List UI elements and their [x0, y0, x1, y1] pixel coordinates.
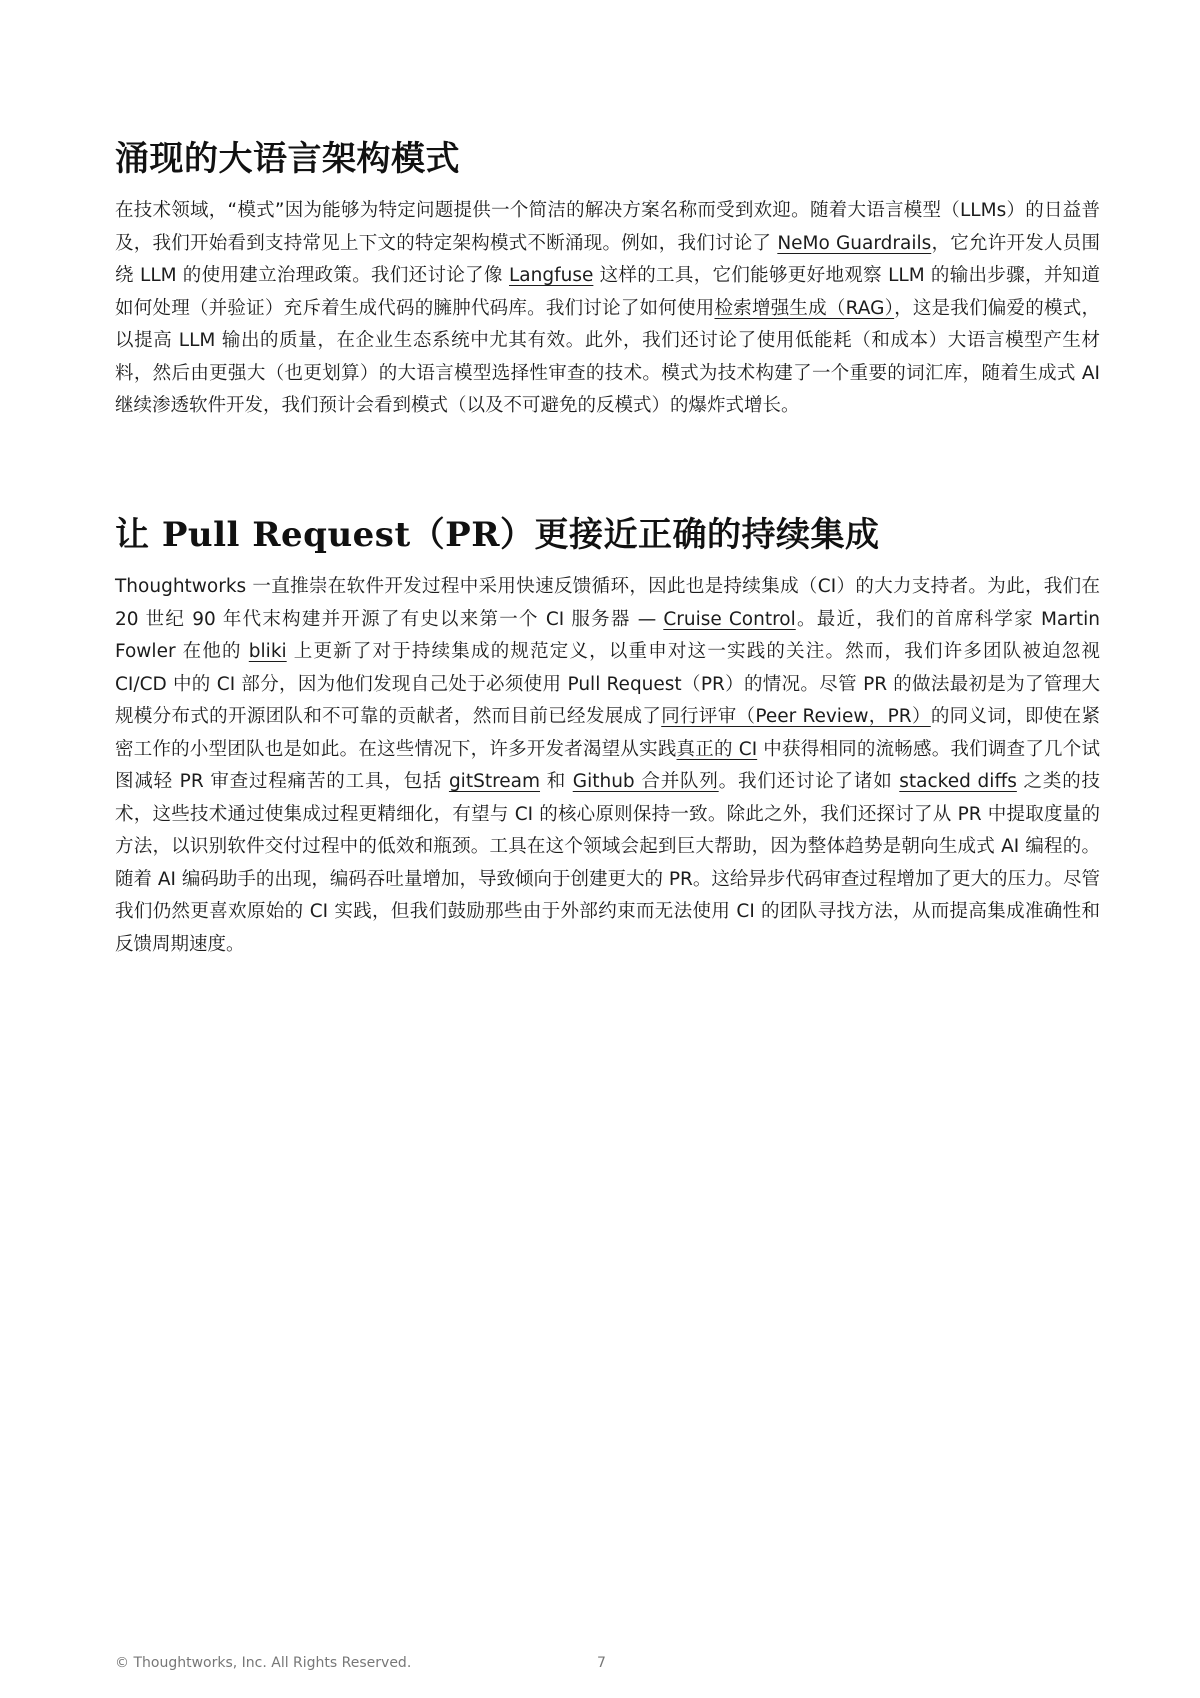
page-number: 7 — [597, 1655, 606, 1671]
footer-copyright: © Thoughtworks, Inc. All Rights Reserved. — [115, 1655, 412, 1671]
paragraph-text: 这样的工具，它们能够更好地观察 LLM 的输出步骤，并知道如何处理（并验证）充斥着生成代码的臃肿代码库。我们讨论了如何使用 — [115, 265, 1100, 319]
section-body-llm-patterns — [115, 195, 1100, 423]
inline-link[interactable]: gitStream — [448, 771, 541, 792]
inline-link[interactable]: Cruise Control — [663, 608, 796, 630]
section-title-llm-patterns: 涌现的大语言架构模式 — [115, 139, 460, 179]
section-title-pr-ci: 让 Pull Request（PR）更接近正确的持续集成 — [115, 515, 880, 555]
inline-link[interactable]: stacked diffs — [899, 771, 1017, 792]
inline-link[interactable]: Github 合并队列 — [572, 771, 719, 792]
paragraph-text: 上更新了对于持续集成的规范定义，以重申对这一实践的关注。然而，我们许多团队被迫忽视 CI/CD 中的 CI 部分，因为他们发现自己处于必须使用 Pull Request（PR）的情况。尽管 PR 的做法最初是为了管理大规模分布式的开源团队和不可靠的贡献者，然而目前已经发展成了 — [115, 641, 1100, 727]
inline-link[interactable]: Langfuse — [509, 265, 594, 286]
paragraph-text: 。最近，我们的首席科学家 Martin Fowler 在他的 — [115, 608, 1100, 662]
paragraph-text: ，这是我们偏爱的模式，以提高 LLM 输出的质量，在企业生态系统中尤其有效。此外，我们还讨论了使用低能耗（和成本）大语言模型产生材料，然后由更强大（也更划算）的大语言模型选择性审查的技术。模式为技术构建了一个重要的词汇库，随着生成式 AI 继续渗透软件开发，我们预计会看到模式（以及不可避免的反模式）的爆炸式增长。 — [115, 297, 1100, 416]
paragraph-text: 。我们还讨论了诸如 — [718, 771, 900, 792]
paragraph-text: ，它允许开发人员围绕 LLM 的使用建立治理政策。我们还讨论了像 — [115, 232, 1100, 286]
paragraph-text: 的同义词，即使在紧密工作的小型团队也是如此。在这些情况下，许多开发者渴望从实践 — [115, 706, 1100, 760]
inline-link[interactable]: bliki — [248, 641, 287, 662]
paragraph-text: 在技术领域，“模式”因为能够为特定问题提供一个简洁的解决方案名称而受到欢迎。随着大语言模型（LLMs）的日益普及，我们开始看到支持常见上下文的特定架构模式不断涌现。例如，我们讨论了 — [115, 200, 1100, 254]
paragraph-text: 之类的技术，这些技术通过使集成过程更精细化，有望与 CI 的核心原则保持一致。除此之外，我们还探讨了从 PR 中提取度量的方法，以识别软件交付过程中的低效和瓶颈。工具在这个领域会起到巨大帮助，因为整体趋势是朝向生成式 AI 编程的。随着 AI 编码助手的出现，编码吞吐量增加，导致倾向于创建更大的 PR。这给异步代码审查过程增加了更大的压力。尽管我们仍然更喜欢原始的 CI 实践，但我们鼓励那些由于外部约束而无法使用 CI 的团队寻找方法，从而提高集成准确性和反馈周期速度。 — [115, 771, 1101, 955]
inline-link[interactable]: 检索增强生成（RAG） — [714, 297, 895, 319]
paragraph-text: 中获得相同的流畅感。我们调查了几个试图减轻 PR 审查过程痛苦的工具，包括 — [115, 738, 1100, 792]
paragraph-text: 和 — [540, 771, 573, 792]
inline-link[interactable]: 同行评审（Peer Review，PR） — [661, 706, 931, 727]
paragraph-text: Thoughtworks 一直推崇在软件开发过程中采用快速反馈循环，因此也是持续集成（CI）的大力支持者。为此，我们在 20 世纪 90 年代末构建并开源了有史以来第一个 CI 服务器 — — [115, 576, 1100, 630]
inline-link[interactable]: 真正的 CI — [676, 738, 758, 760]
section-body-pr-ci — [115, 571, 1100, 961]
inline-link[interactable]: NeMo Guardrails — [777, 232, 932, 254]
